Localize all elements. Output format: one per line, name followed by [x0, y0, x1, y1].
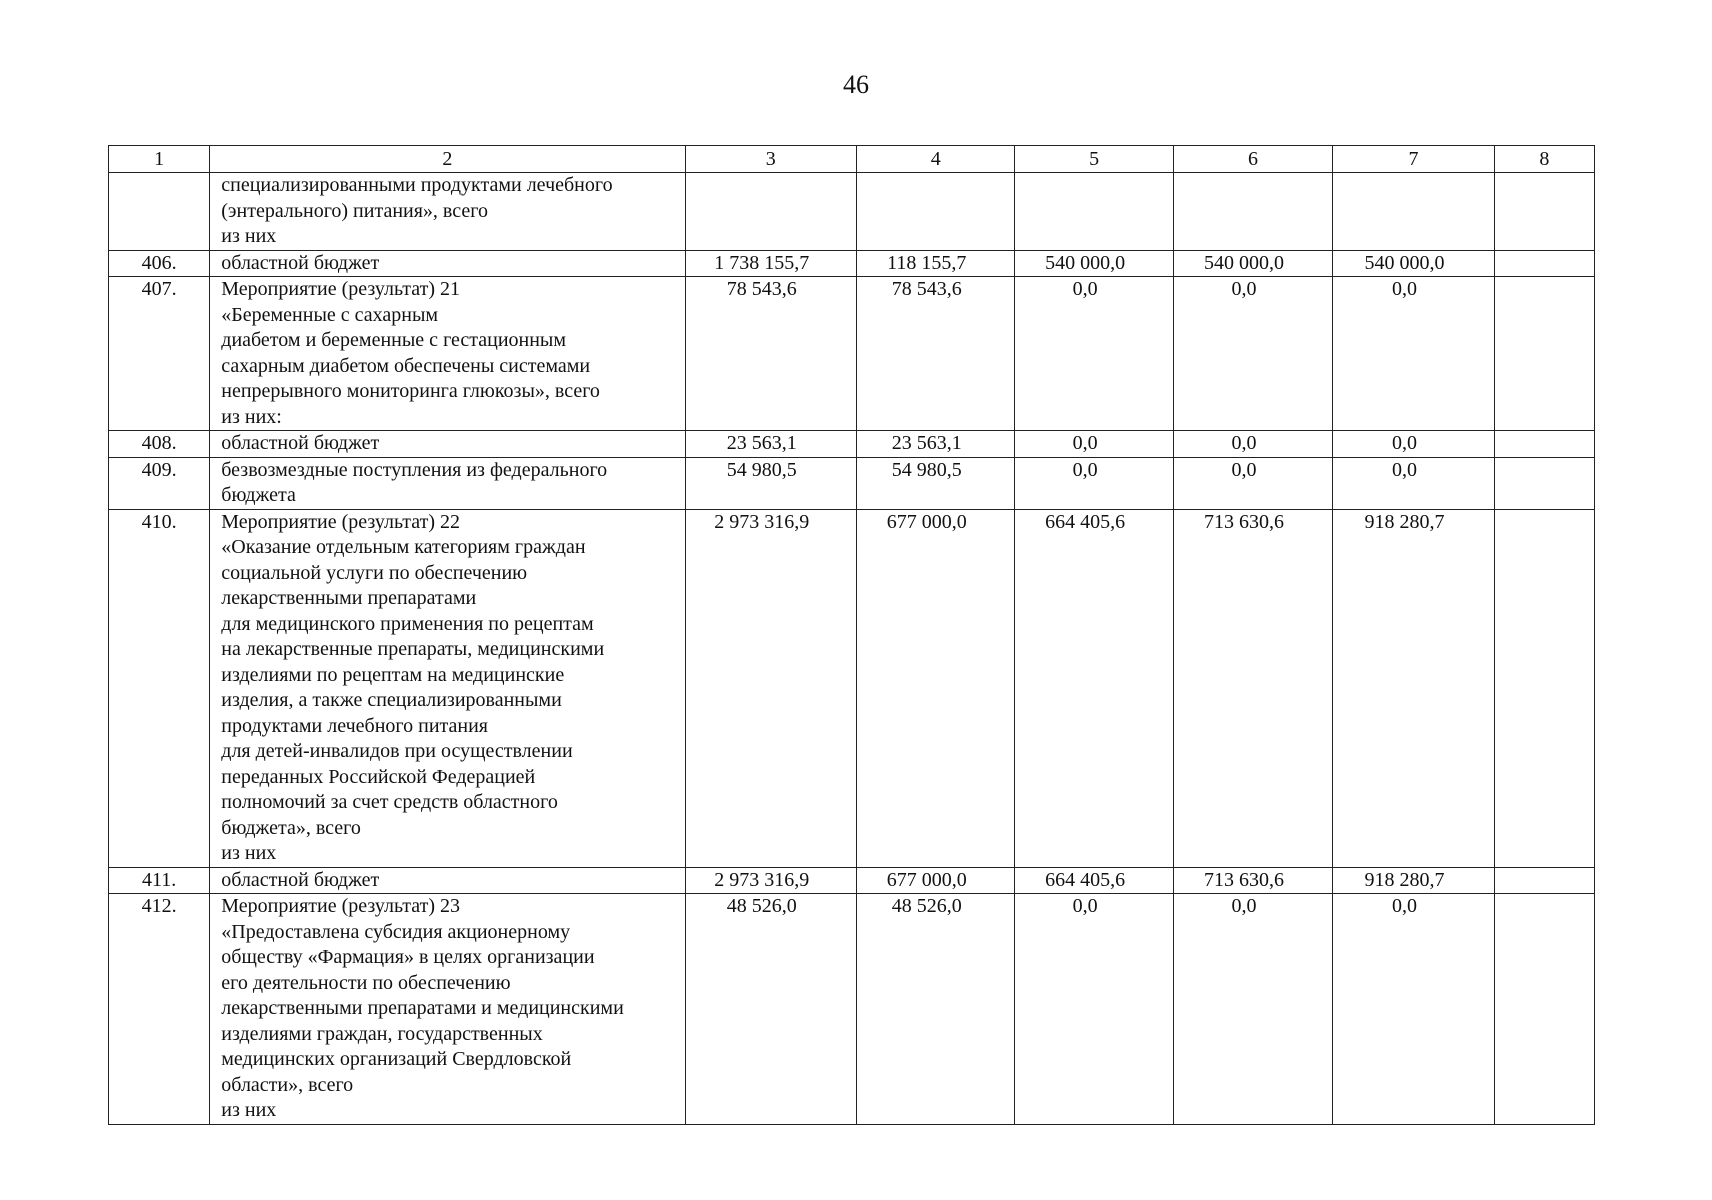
value-cell-6 [1173, 173, 1332, 251]
description-line: на лекарственные препараты, медицинскими [221, 638, 605, 660]
header-cell: 1 [109, 146, 210, 173]
value-cell-4: 54 980,5 [856, 457, 1014, 509]
table-row [109, 173, 1595, 251]
value-cell-6: 0,0 [1173, 277, 1332, 431]
value-cell-6: 0,0 [1173, 431, 1332, 458]
value-cell-5: 0,0 [1015, 277, 1173, 431]
description-line: для детей-инвалидов при осуществлении [221, 740, 573, 762]
value-cell-7: 918 280,7 [1333, 509, 1494, 867]
description-line: из них [221, 842, 277, 864]
row-number-cell: 406. [109, 250, 210, 277]
description-line: его деятельности по обеспечению [221, 971, 511, 994]
description-line: Мероприятие (результат) 23 [221, 895, 461, 917]
header-cell: 3 [685, 146, 856, 173]
table-row [109, 277, 1595, 431]
value-cell-3: 78 543,6 [685, 277, 856, 431]
description-line: бюджета [221, 484, 296, 506]
description-line: области», всего [221, 1073, 354, 1096]
description-line: обществу «Фармация» в целях организации [221, 946, 595, 968]
value-cell-5: 540 000,0 [1015, 250, 1173, 277]
value-cell-5: 0,0 [1015, 894, 1173, 1125]
header-cell: 6 [1173, 146, 1332, 173]
description-cell [210, 173, 685, 251]
value-cell-3: 48 526,0 [685, 894, 856, 1125]
description-line: областной бюджет [221, 868, 380, 891]
value-cell-8 [1494, 277, 1594, 431]
value-cell-3 [685, 173, 856, 251]
value-cell-8 [1494, 457, 1594, 509]
row-number-cell [109, 173, 210, 251]
description-line: из них [221, 225, 277, 247]
value-cell-4: 677 000,0 [856, 867, 1014, 894]
description-line: «Беременные с сахарным [221, 303, 439, 326]
row-number-cell: 409. [109, 457, 210, 509]
value-cell-5 [1015, 173, 1173, 251]
value-cell-4: 78 543,6 [856, 277, 1014, 431]
value-cell-7: 0,0 [1333, 431, 1494, 458]
value-cell-3: 2 973 316,9 [685, 509, 856, 867]
description-line: изделиями по рецептам на медицинские [221, 663, 565, 686]
description-line: безвозмездные поступления из федерального [221, 458, 608, 481]
description-line: Мероприятие (результат) 21 [221, 278, 461, 300]
value-cell-3: 1 738 155,7 [685, 250, 856, 277]
description-cell [210, 250, 685, 277]
value-cell-6: 0,0 [1173, 894, 1332, 1125]
row-number-cell: 412. [109, 894, 210, 1125]
header-cell: 7 [1333, 146, 1494, 173]
description-line: для медицинского применения по рецептам [221, 612, 594, 635]
header-cell: 5 [1015, 146, 1173, 173]
value-cell-6: 0,0 [1173, 457, 1332, 509]
value-cell-8 [1494, 173, 1594, 251]
description-cell [210, 867, 685, 894]
table-row [109, 867, 1595, 894]
value-cell-7: 0,0 [1333, 457, 1494, 509]
value-cell-5: 0,0 [1015, 457, 1173, 509]
page-number: 46 [843, 70, 869, 99]
description-line: из них [221, 1099, 277, 1121]
table-row [109, 894, 1595, 1125]
description-line: непрерывного мониторинга глюкозы», всего [221, 380, 600, 402]
row-number-cell: 410. [109, 509, 210, 867]
value-cell-4 [856, 173, 1014, 251]
header-cell: 8 [1494, 146, 1594, 173]
description-cell [210, 457, 685, 509]
table-row [109, 431, 1595, 458]
description-line: сахарным диабетом обеспечены системами [221, 354, 591, 377]
description-line: бюджета», всего [221, 816, 361, 839]
budget-table [108, 145, 1595, 1125]
description-line: изделия, а также специализированными [221, 689, 562, 711]
value-cell-4: 677 000,0 [856, 509, 1014, 867]
value-cell-3: 54 980,5 [685, 457, 856, 509]
description-line: переданных Российской Федерацией [221, 765, 536, 788]
value-cell-5: 664 405,6 [1015, 509, 1173, 867]
description-line: специализированными продуктами лечебного [221, 174, 613, 196]
table-row [109, 457, 1595, 509]
value-cell-4: 23 563,1 [856, 431, 1014, 458]
description-line: областной бюджет [221, 251, 380, 274]
value-cell-6: 540 000,0 [1173, 250, 1332, 277]
value-cell-8 [1494, 431, 1594, 458]
value-cell-3: 23 563,1 [685, 431, 856, 458]
header-row [109, 146, 1595, 173]
description-line: «Оказание отдельным категориям граждан [221, 536, 586, 558]
value-cell-7: 540 000,0 [1333, 250, 1494, 277]
description-cell [210, 509, 685, 867]
description-line: полномочий за счет средств областного [221, 791, 558, 813]
description-line: Мероприятие (результат) 22 [221, 510, 461, 533]
description-line: лекарственными препаратами и медицинскими [221, 997, 624, 1019]
description-cell [210, 277, 685, 431]
value-cell-6: 713 630,6 [1173, 509, 1332, 867]
value-cell-8 [1494, 894, 1594, 1125]
value-cell-8 [1494, 867, 1594, 894]
table-row [109, 509, 1595, 867]
description-line: лекарственными препаратами [221, 587, 477, 609]
value-cell-8 [1494, 509, 1594, 867]
row-number-cell: 408. [109, 431, 210, 458]
description-line: продуктами лечебного питания [221, 714, 488, 737]
description-cell [210, 894, 685, 1125]
value-cell-7: 0,0 [1333, 894, 1494, 1125]
value-cell-5: 664 405,6 [1015, 867, 1173, 894]
table-row [109, 250, 1595, 277]
value-cell-4: 48 526,0 [856, 894, 1014, 1125]
header-cell: 4 [856, 146, 1014, 173]
description-line: медицинских организаций Свердловской [221, 1048, 572, 1070]
header-cell: 2 [210, 146, 685, 173]
description-line: «Предоставлена субсидия акционерному [221, 920, 571, 943]
table-body [109, 146, 1595, 1125]
description-line: социальной услуги по обеспечению [221, 561, 528, 584]
description-line: (энтерального) питания», всего [221, 199, 488, 222]
value-cell-5: 0,0 [1015, 431, 1173, 458]
value-cell-6: 713 630,6 [1173, 867, 1332, 894]
value-cell-7: 918 280,7 [1333, 867, 1494, 894]
description-line: диабетом и беременные с гестационным [221, 329, 567, 351]
row-number-cell: 407. [109, 277, 210, 431]
description-cell [210, 431, 685, 458]
value-cell-4: 118 155,7 [856, 250, 1014, 277]
value-cell-7: 0,0 [1333, 277, 1494, 431]
value-cell-8 [1494, 250, 1594, 277]
description-line: областной бюджет [221, 432, 380, 454]
row-number-cell: 411. [109, 867, 210, 894]
description-line: изделиями граждан, государственных [221, 1022, 543, 1045]
value-cell-7 [1333, 173, 1494, 251]
value-cell-3: 2 973 316,9 [685, 867, 856, 894]
description-line: из них: [221, 405, 282, 428]
